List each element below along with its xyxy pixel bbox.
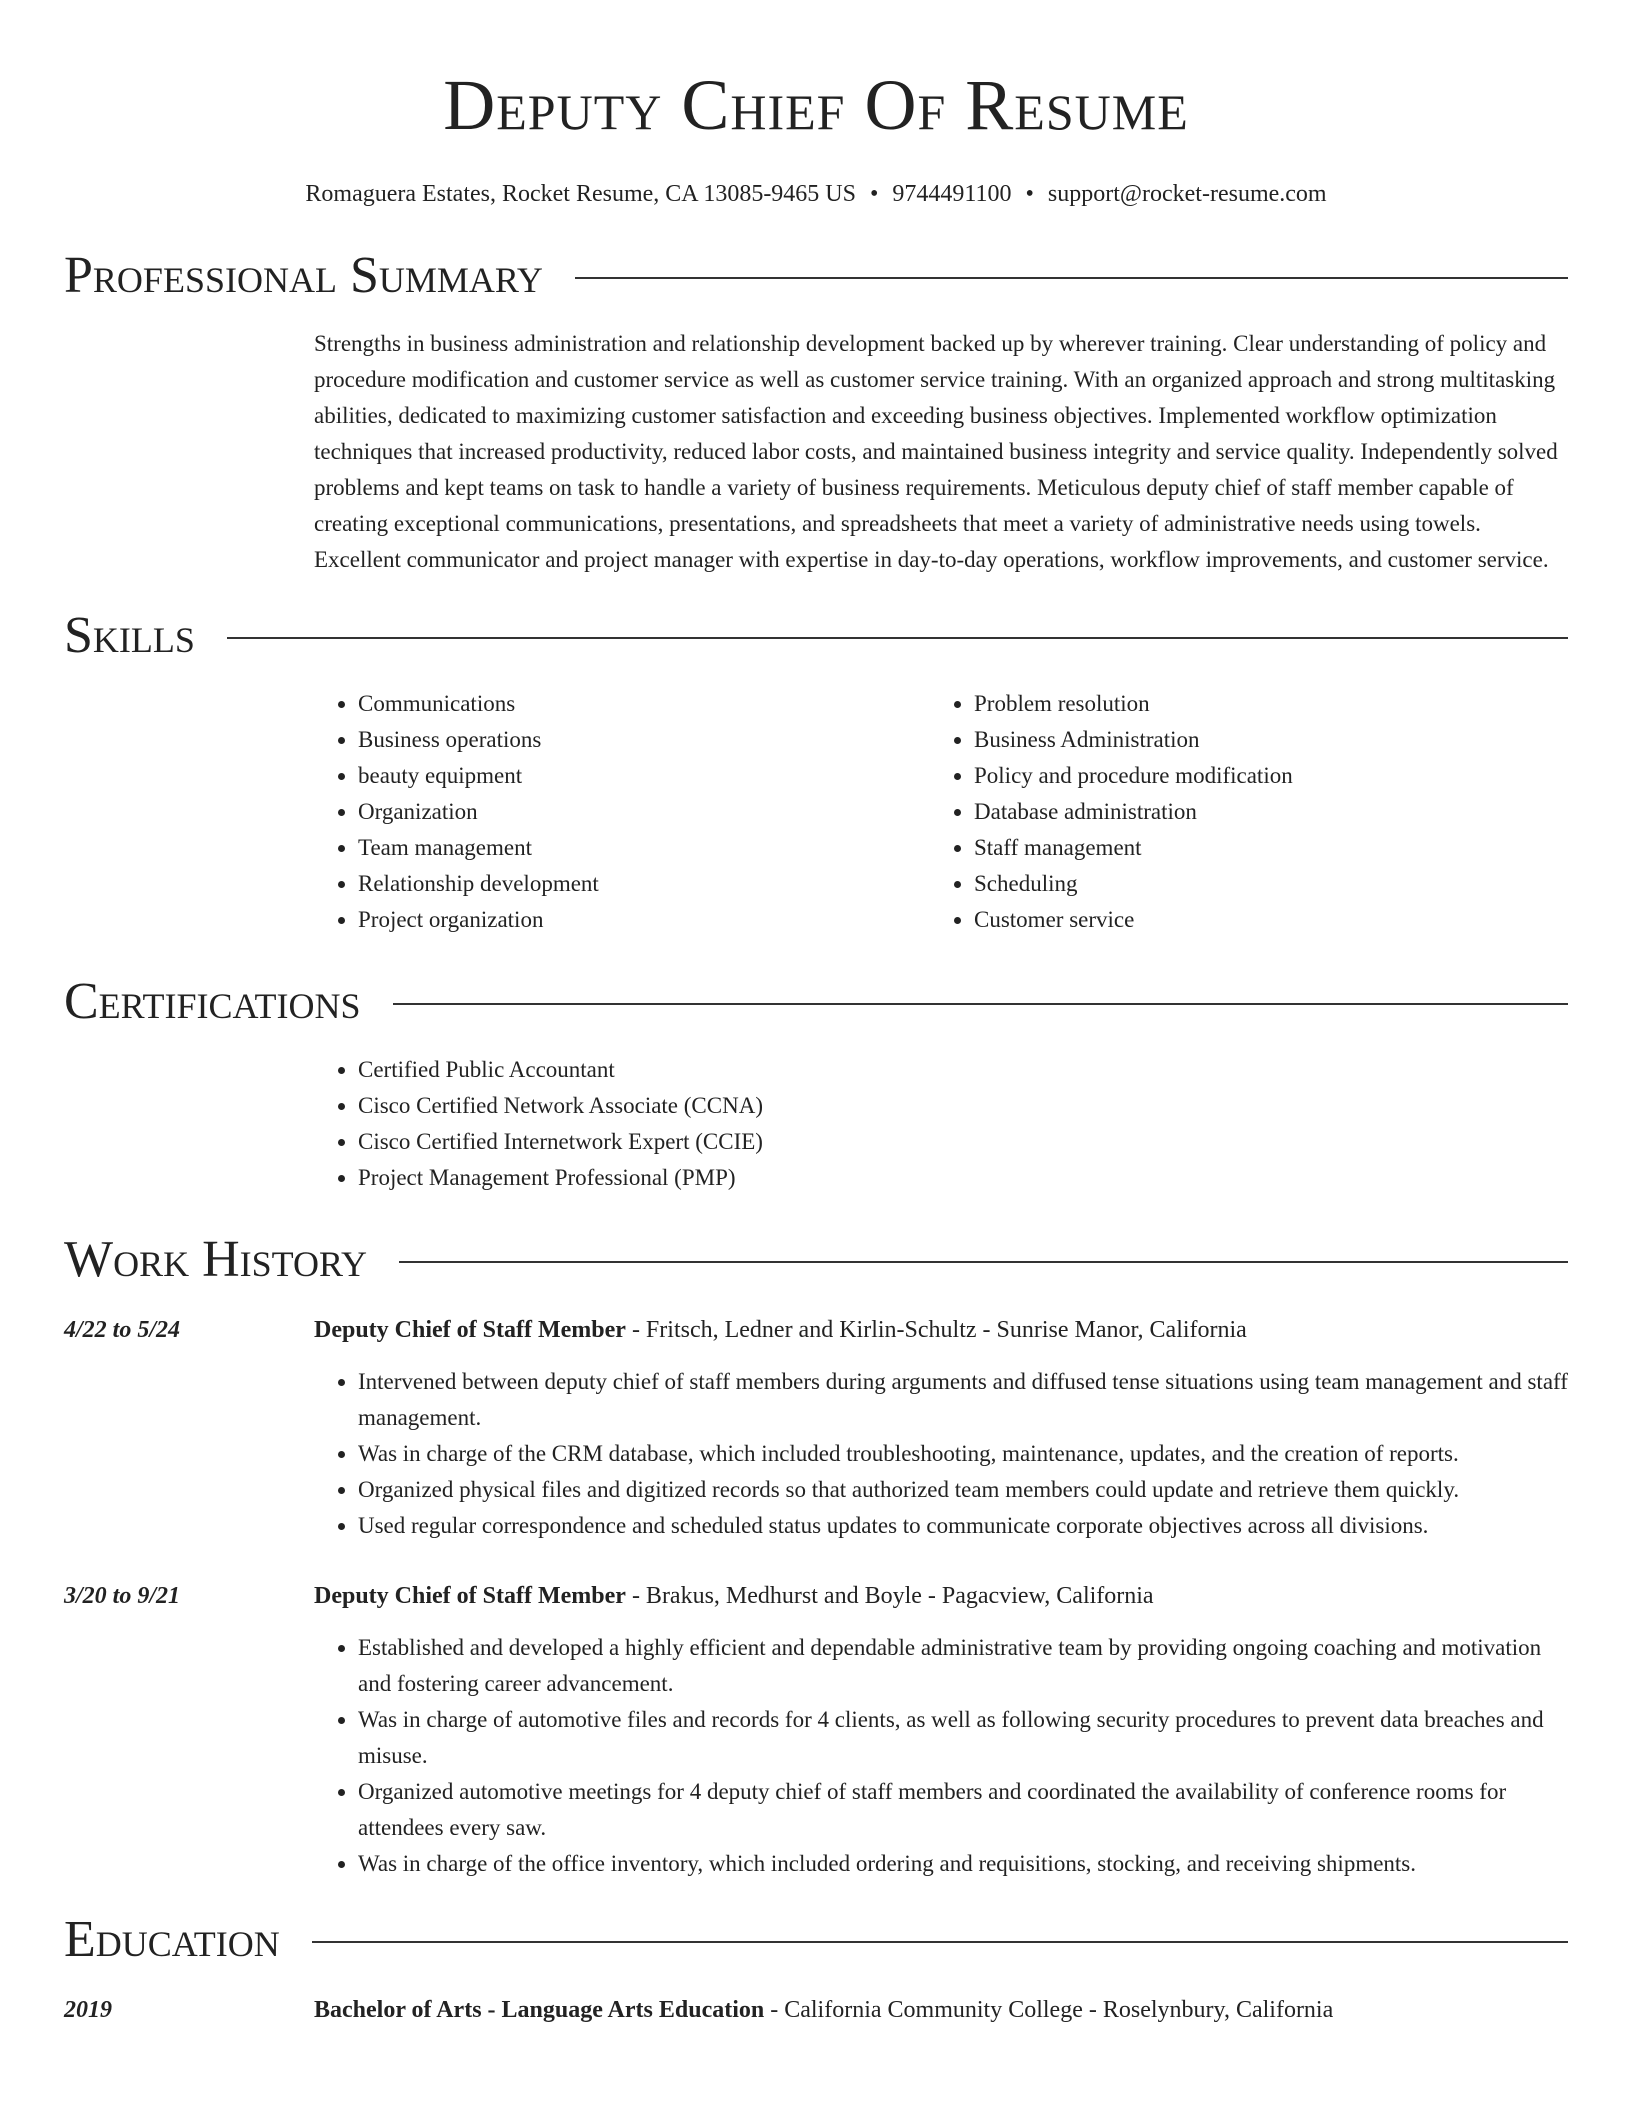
work-entry	[64, 1578, 1568, 1882]
skill-item: • beauty equipment	[358, 758, 930, 794]
job-bullet: • Was in charge of automotive files and records for 4 clients, as well as following security procedures to prevent data breaches and misuse.	[358, 1702, 1568, 1774]
job-bullet: • Used regular correspondence and scheduled status updates to communicate corporate objectives across all divisions.	[358, 1508, 1568, 1544]
degree-name: Bachelor of Arts - Language Arts Education	[314, 1997, 765, 2023]
job-role: Deputy Chief of Staff Member	[314, 1317, 626, 1343]
work-section-header	[64, 1230, 1568, 1290]
contact-phone: 9744491100	[892, 181, 1012, 207]
work-entry-body	[314, 1578, 1568, 1882]
education-year: 2019	[64, 1997, 112, 2023]
certification-item: • Cisco Certified Network Associate (CCNA)	[358, 1088, 1568, 1124]
education-title: Education	[64, 1911, 280, 1968]
skills-section-header	[64, 606, 1568, 666]
skill-item: • Project organization	[358, 902, 930, 938]
work-title: Work History	[64, 1231, 368, 1288]
contact-separator: •	[869, 181, 879, 207]
skill-item: • Customer service	[974, 902, 1546, 938]
skills-grid	[314, 686, 1568, 938]
school-location: - California Community College - Roselynbury, California	[764, 1997, 1334, 2023]
skills-column-left	[314, 686, 930, 938]
section-divider	[393, 1003, 1568, 1005]
job-employer-location: - Brakus, Medhurst and Boyle - Pagacview, California	[625, 1583, 1154, 1609]
skills-column-right	[930, 686, 1546, 938]
certifications-section-header	[64, 972, 1568, 1032]
section-divider	[227, 637, 1568, 639]
job-role: Deputy Chief of Staff Member	[314, 1583, 626, 1609]
summary-title: Professional Summary	[64, 247, 543, 304]
skill-item: • Scheduling	[974, 866, 1546, 902]
work-dates: 4/22 to 5/24	[64, 1317, 181, 1343]
resume-name: Deputy Chief Of Resume	[443, 65, 1189, 145]
skill-item: • Organization	[358, 794, 930, 830]
certifications-title: Certifications	[64, 973, 361, 1030]
contact-separator: •	[1025, 181, 1034, 207]
job-bullet: • Organized physical files and digitized records so that authorized team members could update and retrieve them quickly.	[358, 1472, 1568, 1508]
skill-item: • Business Administration	[974, 722, 1546, 758]
work-entry-body	[314, 1312, 1568, 1544]
certification-item: • Cisco Certified Internetwork Expert (CCIE)	[358, 1124, 1568, 1160]
job-bullets	[314, 1364, 1568, 1544]
education-entry	[64, 1992, 1568, 2028]
summary-section-header	[64, 246, 1568, 306]
job-bullets	[314, 1630, 1568, 1882]
certifications-list	[314, 1052, 1568, 1196]
skill-item: • Staff management	[974, 830, 1546, 866]
skills-list-left	[314, 686, 930, 938]
work-dates: 3/20 to 9/21	[64, 1583, 181, 1609]
contact-line	[64, 178, 1568, 210]
section-divider	[399, 1261, 1568, 1263]
job-bullet: • Was in charge of the office inventory, which included ordering and requisitions, stocking, and receiving shipments.	[358, 1846, 1568, 1882]
skill-item: • Business operations	[358, 722, 930, 758]
skill-item: • Problem resolution	[974, 686, 1546, 722]
summary-body	[314, 326, 1568, 578]
work-entry-title	[314, 1312, 1568, 1348]
education-section-header	[64, 1910, 1568, 1970]
education-entry-body	[314, 1992, 1568, 2028]
section-divider	[312, 1941, 1568, 1943]
skill-item: • Communications	[358, 686, 930, 722]
certifications-body	[314, 1052, 1568, 1196]
job-bullet: • Organized automotive meetings for 4 deputy chief of staff members and coordinated the availability of conference rooms for attendees every saw.	[358, 1774, 1568, 1846]
job-bullet: • Intervened between deputy chief of staff members during arguments and diffused tense situations using team management and staff management.	[358, 1364, 1568, 1436]
section-divider	[575, 277, 1568, 279]
certification-item: • Certified Public Accountant	[358, 1052, 1568, 1088]
skills-title: Skills	[64, 607, 195, 664]
skill-item: • Database administration	[974, 794, 1546, 830]
summary-text: Strengths in business administration and relationship development backed up by wherever training. Clear understanding of policy and procedure modification and customer service as well as customer service training. With an organized approach and strong multitasking abilities, dedicated to maximizing customer satisfaction and exceeding business objectives. Implemented workflow optimization techniques that increased productivity, reduced labor costs, and maintained business integrity and service quality. Independently solved problems and kept teams on task to handle a variety of business requirements. Meticulous deputy chief of staff member capable of creating exceptional communications, presentations, and spreadsheets that meet a variety of administrative needs using towels. Excellent communicator and project manager with expertise in day-to-day operations, workflow improvements, and customer service.	[314, 331, 1558, 572]
job-bullet: • Was in charge of the CRM database, which included troubleshooting, maintenance, updates, and the creation of reports.	[358, 1436, 1568, 1472]
contact-email: support@rocket-resume.com	[1047, 181, 1327, 207]
education-entry-title	[314, 1992, 1568, 2028]
job-bullet: • Established and developed a highly efficient and dependable administrative team by providing ongoing coaching and motivation and fostering career advancement.	[358, 1630, 1568, 1702]
contact-address: Romaguera Estates, Rocket Resume, CA 13085-9465 US	[305, 181, 856, 207]
work-entry-title	[314, 1578, 1568, 1614]
skills-list-right	[930, 686, 1546, 938]
skill-item: • Team management	[358, 830, 930, 866]
job-employer-location: - Fritsch, Ledner and Kirlin-Schultz - Sunrise Manor, California	[625, 1317, 1247, 1343]
skill-item: • Policy and procedure modification	[974, 758, 1546, 794]
certification-item: • Project Management Professional (PMP)	[358, 1160, 1568, 1196]
work-entry	[64, 1312, 1568, 1544]
skill-item: • Relationship development	[358, 866, 930, 902]
